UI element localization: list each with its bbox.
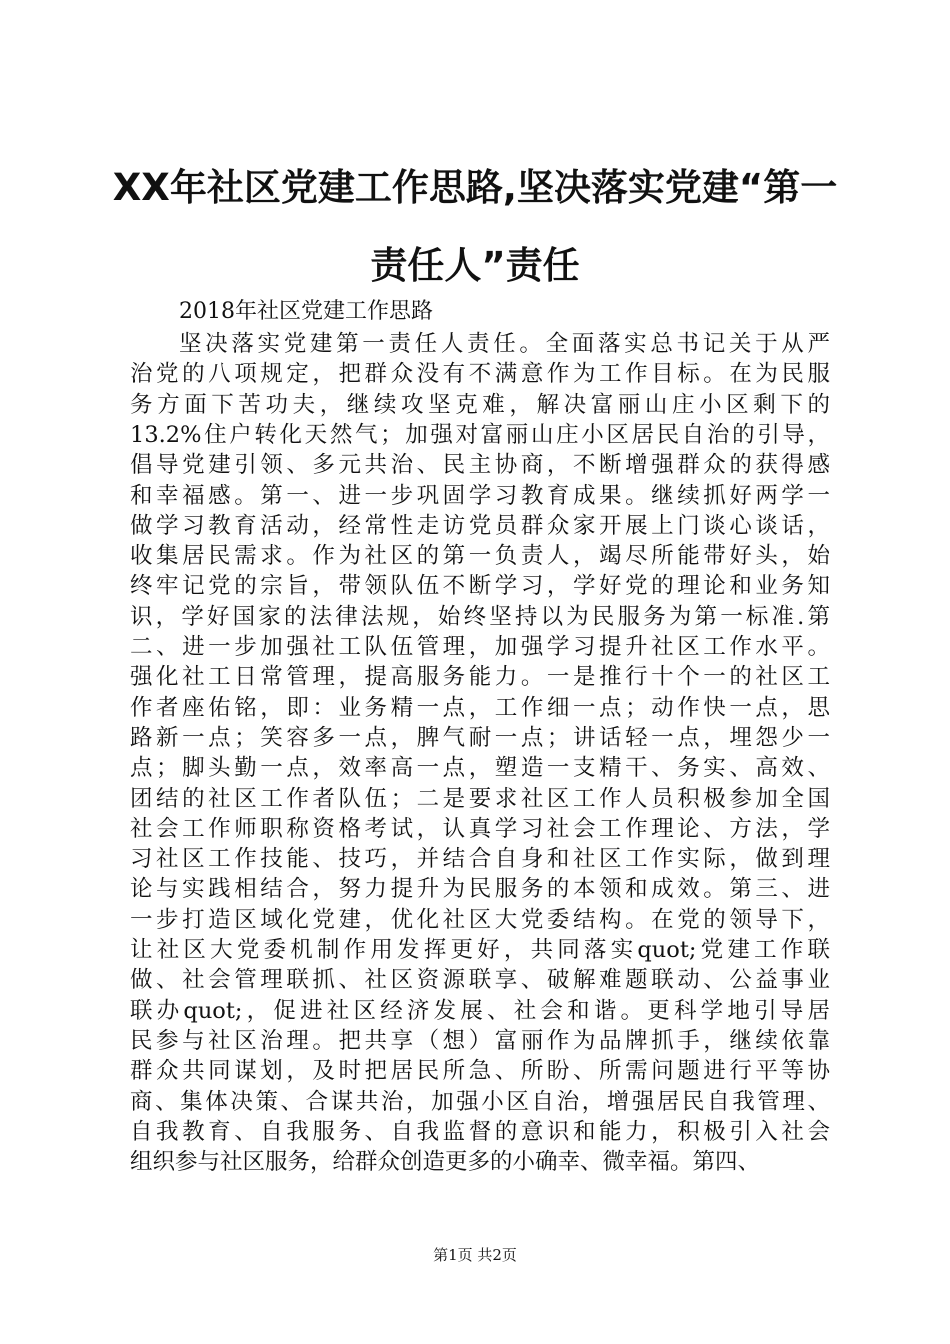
body-text-line: 群众共同谋划，及时把居民所急、所盼、所需问题进行平等协 [130,1058,830,1085]
document-title-line-2: 责任人”责任 [370,244,580,287]
body-text-line: 识，学好国家的法律法规，始终坚持以为民服务为第一标准.第 [130,603,830,630]
body-text-line: 让社区大党委机制作用发挥更好，共同落实quot;党建工作联 [130,937,830,963]
body-text-line: 坚决落实党建第一责任人责任。全面落实总书记关于从严 [179,331,830,357]
body-text-line: 民参与社区治理。把共享（想）富丽作为品牌抓手，继续依靠 [130,1027,830,1054]
body-text-line: 二、进一步加强社工队伍管理，加强学习提升社区工作水平。 [130,634,830,660]
body-text-line: 社会工作师职称资格考试，认真学习社会工作理论、方法，学 [130,815,830,842]
body-text-line: 务方面下苦功夫，继续攻坚克难，解决富丽山庄小区剩下的 [130,391,830,418]
body-text-line: 做学习教育活动，经常性走访党员群众家开展上门谈心谈话， [130,512,830,539]
body-text-line: 团结的社区工作者队伍；二是要求社区工作人员积极参加全国 [130,785,830,812]
body-text-line: 习社区工作技能、技巧，并结合自身和社区工作实际，做到理 [130,846,830,873]
body-text-line: 一步打造区域化党建，优化社区大党委结构。在党的领导下， [130,906,830,933]
page-footer: 第1页 共2页 [433,1246,517,1264]
body-text-line: 终牢记党的宗旨，带领队伍不断学习，学好党的理论和业务知 [130,573,830,600]
body-text-line: 治党的八项规定，把群众没有不满意作为工作目标。在为民服 [130,361,830,388]
body-text-line: 点；脚头勤一点，效率高一点，塑造一支精干、务实、高效、 [130,755,830,782]
body-text-line: 联办quot;，促进社区经济发展、社会和谐。更科学地引导居 [130,997,830,1024]
body-text-line: 作者座佑铭，即：业务精一点，工作细一点；动作快一点，思 [130,694,830,721]
body-text-line: 路新一点；笑容多一点，脾气耐一点；讲话轻一点，埋怨少一 [130,724,830,751]
body-text-line: 倡导党建引领、多元共治、民主协商，不断增强群众的获得感 [130,452,830,479]
body-text-line: 做、社会管理联抓、社区资源联享、破解难题联动、公益事业 [130,967,830,994]
body-text-line: 收集居民需求。作为社区的第一负责人，竭尽所能带好头，始 [130,543,830,570]
document-subtitle: 2018年社区党建工作思路 [179,299,433,324]
body-text-line: 商、集体决策、合谋共治，加强小区自治，增强居民自我管理、 [130,1088,830,1115]
document-title-line-1: XX年社区党建工作思路,坚决落实党建“第一 [112,166,838,209]
body-text-line: 组织参与社区服务，给群众创造更多的小确幸、微幸福。第四、 [130,1149,761,1176]
body-text-line: 和幸福感。第一、进一步巩固学习教育成果。继续抓好两学一 [130,482,830,509]
body-text-line: 强化社工日常管理，提高服务能力。一是推行十个一的社区工 [130,664,830,691]
body-text-line: 13.2%住户转化天然气；加强对富丽山庄小区居民自治的引导， [130,421,830,448]
body-text-line: 论与实践相结合，努力提升为民服务的本领和成效。第三、进 [130,876,830,903]
body-text-line: 自我教育、自我服务、自我监督的意识和能力，积极引入社会 [130,1118,830,1145]
